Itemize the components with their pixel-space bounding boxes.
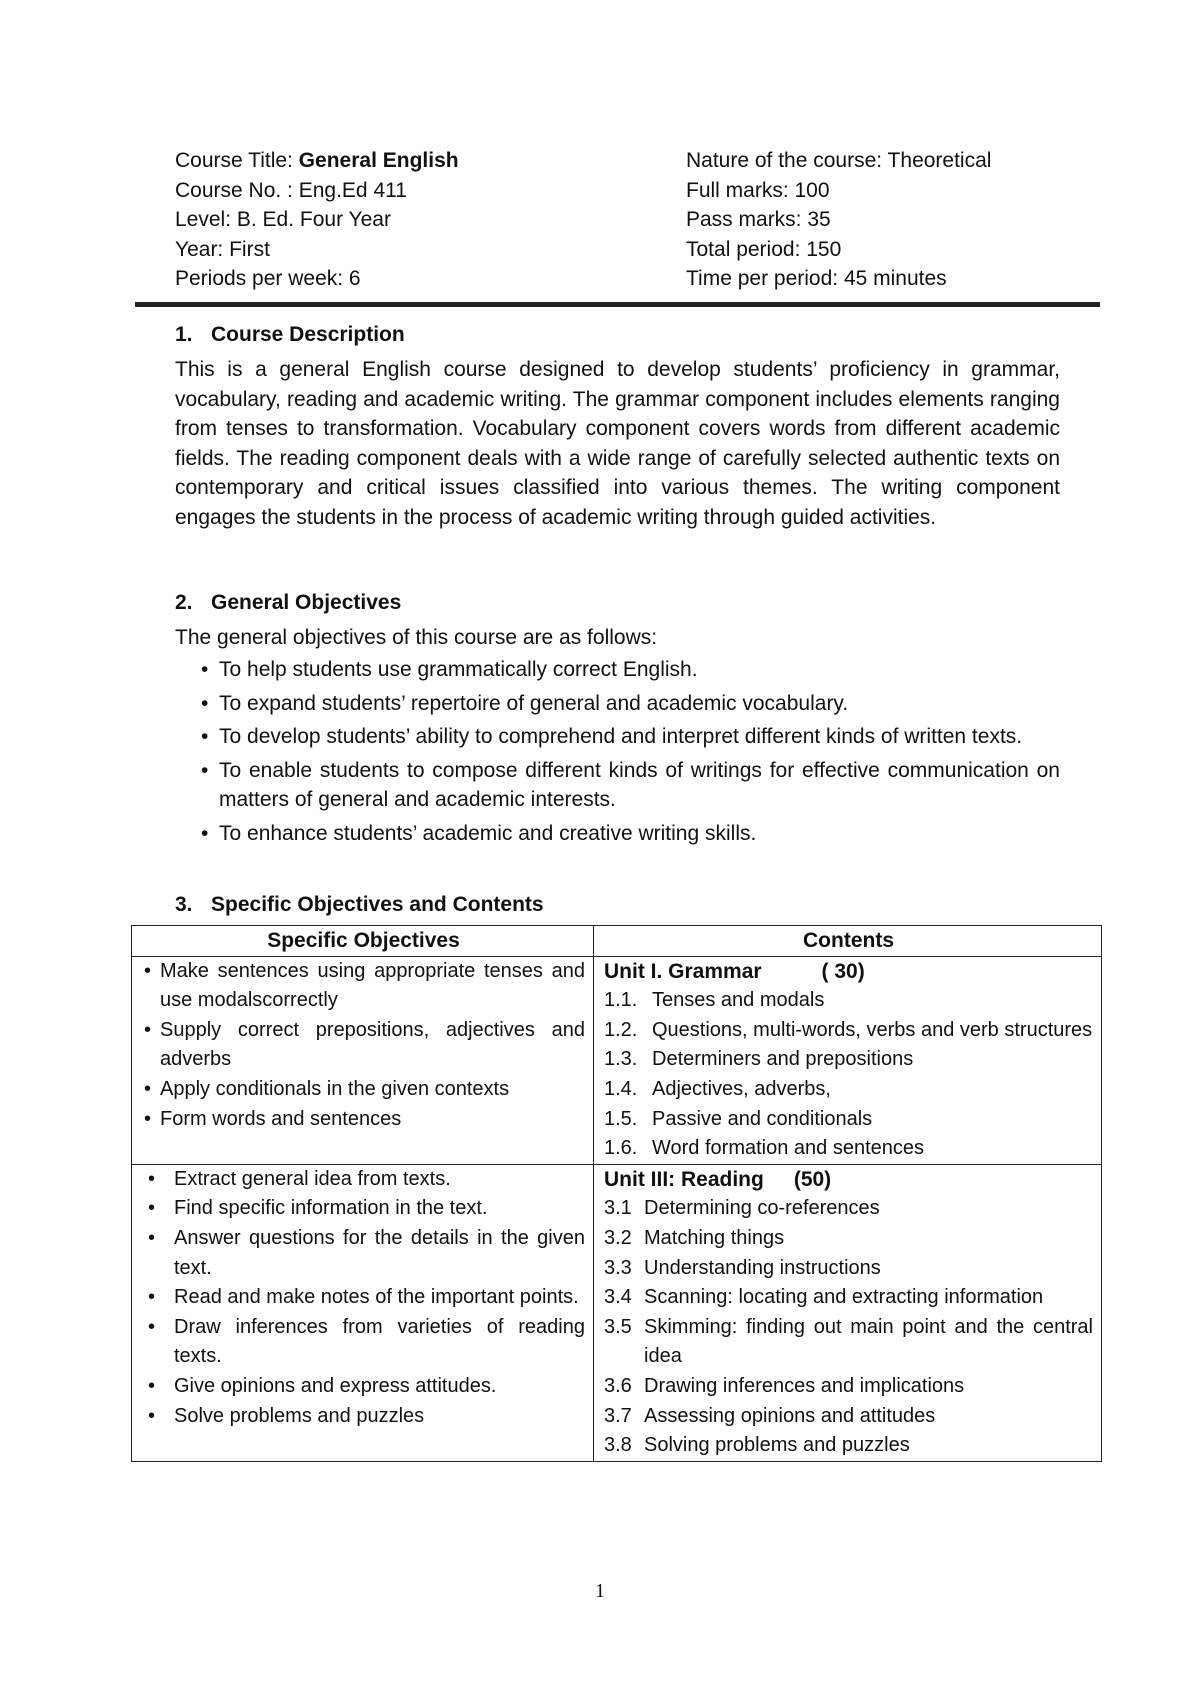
content-item: 1.5. Passive and conditionals <box>604 1107 873 1130</box>
header-divider <box>135 302 1100 307</box>
column-header-objectives: Specific Objectives <box>132 926 594 957</box>
course-header-right <box>686 146 991 294</box>
list-item: • Extract general idea from texts. <box>142 1165 585 1195</box>
section-1-heading: 1. Course Description <box>175 323 405 346</box>
content-item: 1.1. Tenses and modals <box>604 989 825 1012</box>
list-item: • Supply correct prepositions, adjectives and adverbs <box>142 1016 585 1075</box>
full-marks-line: Full marks: 100 <box>686 178 830 202</box>
unit-heading: Unit III: Reading (50) <box>604 1167 832 1191</box>
list-item: • To enable students to compose different kinds of writings for effective communication on matters of general and academic interests. <box>175 756 1060 815</box>
content-item: 1.3. Determiners and prepositions <box>604 1048 914 1071</box>
objectives-list <box>142 957 585 1135</box>
contents-cell <box>594 1164 1102 1461</box>
list-item: • Draw inferences from varieties of reading texts. <box>142 1313 585 1372</box>
course-description-text: This is a general English course designed to develop students’ proficiency in grammar, vocabulary, reading and academic writing. The grammar component includes elements ranging from tenses to transformation. Vocabulary component covers words from different academic fields. The reading component deals with a wide range of carefully selected authentic texts on contemporary and critical issues classified into various themes. The writing component engages the students in the process of academic writing through guided activities. <box>175 358 1060 529</box>
content-item: 3.5 Skimming: finding out main point and the central idea <box>604 1315 1093 1368</box>
course-title: General English <box>298 149 459 172</box>
course-header-left <box>175 146 459 294</box>
objectives-list <box>142 1165 585 1431</box>
content-item: 3.6 Drawing inferences and implications <box>604 1374 965 1397</box>
column-header-contents: Contents <box>594 926 1102 957</box>
course-number-line: Course No. : Eng.Ed 411 <box>175 178 407 202</box>
table-row <box>132 1164 1102 1461</box>
list-item: • Find specific information in the text. <box>142 1194 585 1224</box>
list-item: • To develop students’ ability to comprehend and interpret different kinds of written texts. <box>175 722 1060 752</box>
list-item: • To expand students’ repertoire of general and academic vocabulary. <box>175 689 1060 719</box>
list-item: • To help students use grammatically correct English. <box>175 655 1060 685</box>
content-item: 3.1 Determining co-references <box>604 1197 880 1220</box>
content-item: 3.4 Scanning: locating and extracting information <box>604 1286 1044 1309</box>
list-item: • Answer questions for the details in the given text. <box>142 1224 585 1283</box>
periods-line: Periods per week: 6 <box>175 267 361 290</box>
content-item: 3.3 Understanding instructions <box>604 1256 881 1279</box>
list-item: • Read and make notes of the important points. <box>142 1283 585 1313</box>
list-item: • Give opinions and express attitudes. <box>142 1372 585 1402</box>
nature-line: Nature of the course: Theoretical <box>686 149 992 172</box>
objectives-cell <box>132 1164 594 1461</box>
level-line: Level: B. Ed. Four Year <box>175 208 391 231</box>
list-item: • Solve problems and puzzles <box>142 1402 585 1432</box>
section-3-heading: 3. Specific Objectives and Contents <box>175 893 544 916</box>
list-item: • Apply conditionals in the given contexts <box>142 1075 585 1105</box>
content-item: 3.8 Solving problems and puzzles <box>604 1434 910 1457</box>
course-header <box>175 146 1100 296</box>
section-2-heading: 2. General Objectives <box>175 591 402 614</box>
content-item: 3.2 Matching things <box>604 1226 785 1249</box>
table-row <box>132 956 1102 1164</box>
content-item: 1.2. Questions, multi-words, verbs and verb structures <box>604 1018 1093 1041</box>
page-number: 1 <box>595 1580 605 1602</box>
content-item: 1.4. Adjectives, adverbs, <box>604 1077 831 1100</box>
objectives-cell <box>132 956 594 1164</box>
unit-heading: Unit I. Grammar ( 30) <box>604 959 865 983</box>
time-per-period-line: Time per period: 45 minutes <box>686 267 947 290</box>
list-item: • Make sentences using appropriate tenses and use modalscorrectly <box>142 957 585 1016</box>
list-item: • Form words and sentences <box>142 1105 585 1135</box>
objectives-contents-table <box>131 925 1102 1462</box>
year-line: Year: First <box>175 237 270 261</box>
content-item: 1.6. Word formation and sentences <box>604 1137 925 1160</box>
course-title-line: Course Title: General English <box>175 149 459 172</box>
total-period-line: Total period: 150 <box>686 237 842 261</box>
content-item: 3.7 Assessing opinions and attitudes <box>604 1404 936 1427</box>
pass-marks-line: Pass marks: 35 <box>686 208 831 231</box>
general-objectives-intro: The general objectives of this course are as follows: <box>175 626 658 649</box>
list-item: • To enhance students’ academic and creative writing skills. <box>175 819 1060 849</box>
general-objectives-list <box>175 655 1060 852</box>
contents-cell <box>594 956 1102 1164</box>
table-header-row <box>132 926 1102 957</box>
